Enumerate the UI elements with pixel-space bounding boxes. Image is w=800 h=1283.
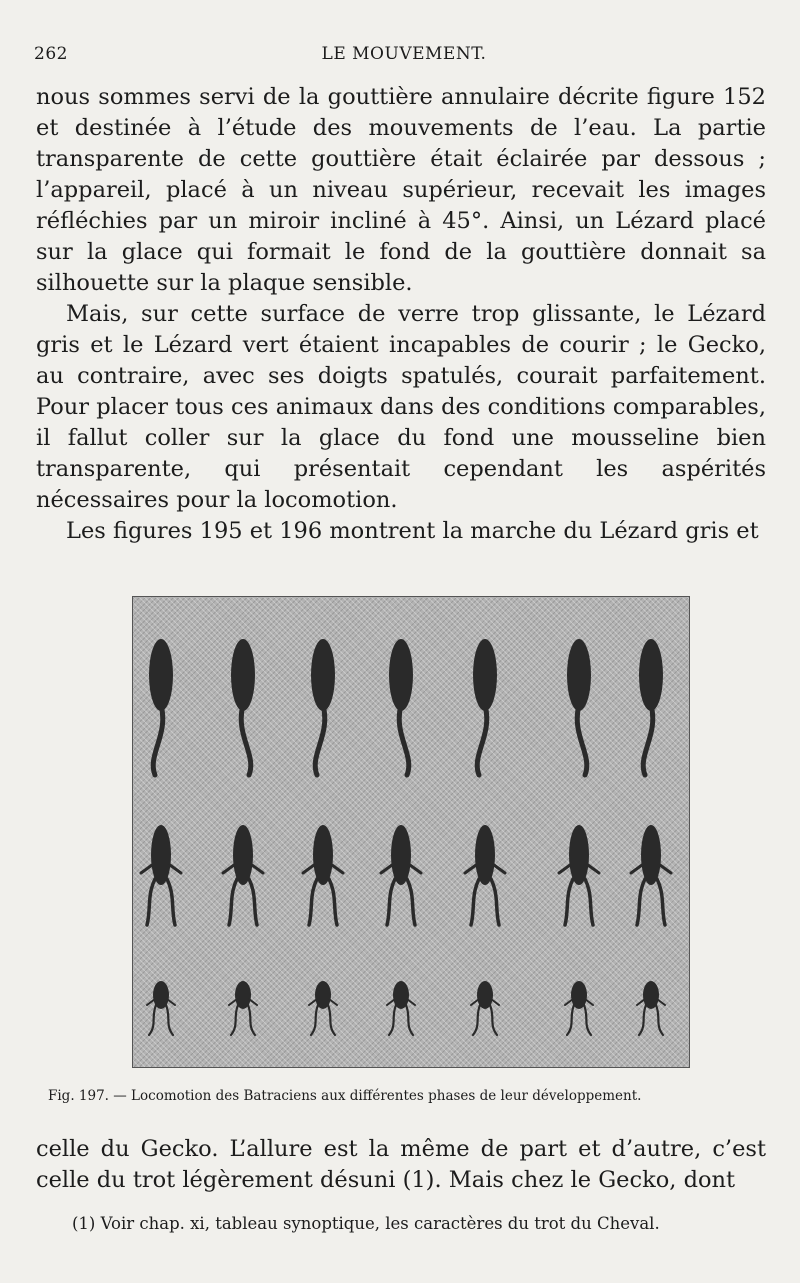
body-text-top <box>36 82 766 547</box>
legged-tadpole-silhouette <box>223 825 263 925</box>
running-title: LE MOUVEMENT. <box>321 44 487 64</box>
body-text-bottom <box>36 1134 766 1196</box>
young-frog-silhouette <box>147 981 175 1035</box>
young-frog-silhouette <box>229 981 257 1035</box>
tadpole-silhouette <box>639 639 663 775</box>
young-frog-silhouette <box>309 981 337 1035</box>
figure-caption: Fig. 197. — Locomotion des Batraciens aux différentes phases de leur développement. <box>48 1088 642 1104</box>
young-frog-silhouette <box>387 981 415 1035</box>
legged-tadpole-silhouette <box>559 825 599 925</box>
tadpole-silhouette <box>473 639 497 775</box>
paragraph: celle du Gecko. L’allure est la même de part et d’autre, c’est celle du trot légèrement désuni (1). Mais chez le Gecko, dont <box>36 1136 766 1193</box>
figure-illustration <box>133 597 689 1067</box>
tadpole-silhouette <box>311 639 335 775</box>
paragraph: Les figures 195 et 196 montrent la marche du Lézard gris et <box>66 518 759 544</box>
paragraph: nous sommes servi de la gouttière annulaire décrite figure 152 et destinée à l’étude des mouvements de l’eau. La partie transparente de cette gouttière était éclairée par dessous ; l’appareil, placé à un niveau supérieur, recevait les images réfléchies par un miroir incliné à 45°. Ainsi, un Lézard placé sur la glace qui formait le fond de la gouttière donnait sa silhouette sur la plaque sensible. <box>36 84 766 296</box>
paragraph: Mais, sur cette surface de verre trop glissante, le Lézard gris et le Lézard vert étaient incapables de courir ; le Gecko, au contraire, avec ses doigts spatulés, courait parfaitement. Pour placer tous ces animaux dans des conditions comparables, il fallut coller sur la glace du fond une mousseline bien transparente, qui présentait cependant les aspérités nécessaires pour la locomotion. <box>36 301 766 513</box>
legged-tadpole-silhouette <box>141 825 181 925</box>
legged-tadpole-silhouette <box>303 825 343 925</box>
legged-tadpole-silhouette <box>381 825 421 925</box>
figure-plate <box>132 596 690 1068</box>
tadpole-silhouette <box>567 639 591 775</box>
young-frog-silhouette <box>471 981 499 1035</box>
legged-tadpole-silhouette <box>465 825 505 925</box>
legged-tadpole-silhouette <box>631 825 671 925</box>
tadpole-silhouette <box>149 639 173 775</box>
young-frog-silhouette <box>637 981 665 1035</box>
page-number: 262 <box>34 44 68 64</box>
tadpole-silhouette <box>231 639 255 775</box>
footnote: (1) Voir chap. xi, tableau synoptique, les caractères du trot du Cheval. <box>72 1214 660 1233</box>
young-frog-silhouette <box>565 981 593 1035</box>
page-header <box>34 44 774 70</box>
tadpole-silhouette <box>389 639 413 775</box>
